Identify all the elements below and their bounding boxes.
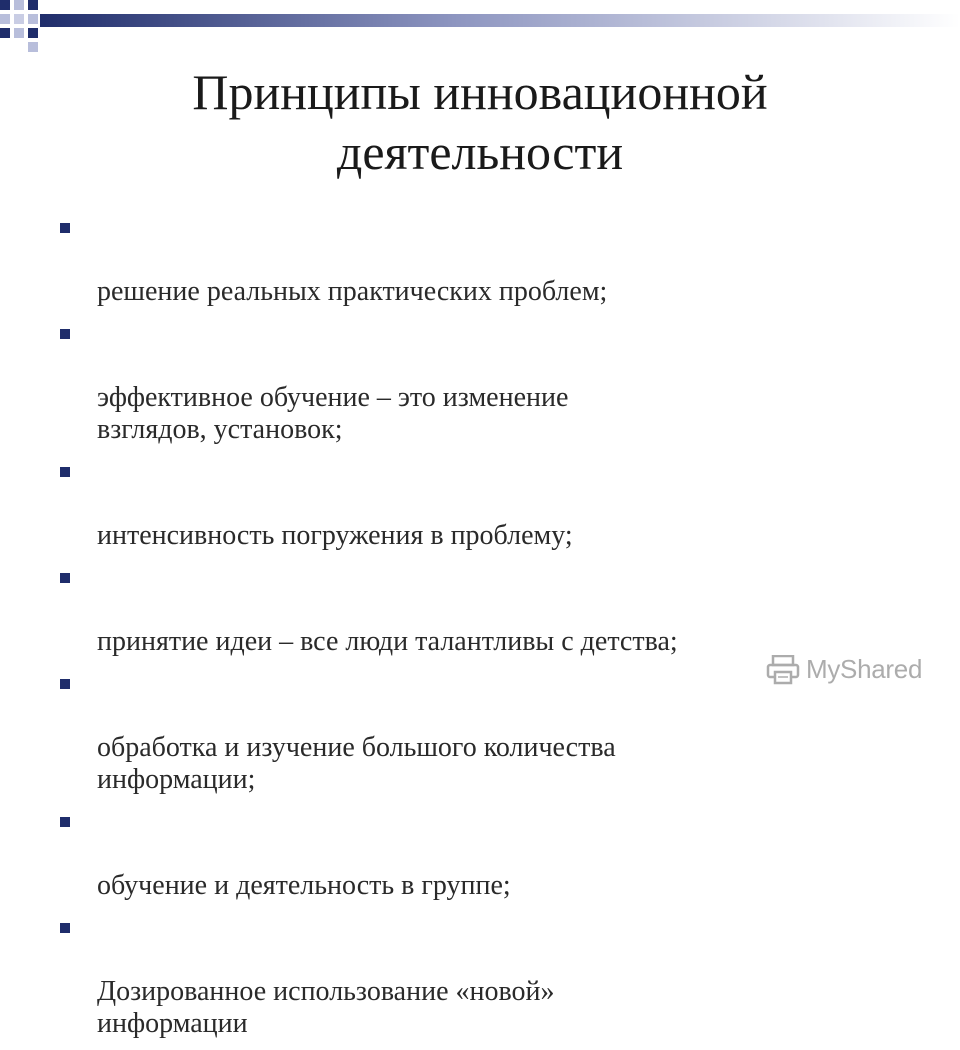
deco-square bbox=[28, 42, 38, 52]
deco-square bbox=[14, 0, 24, 10]
deco-square bbox=[0, 28, 10, 38]
title-line-2: деятельности bbox=[336, 124, 624, 180]
bullet-text: обработка и изучение большого количества информации; bbox=[97, 732, 616, 795]
bullet-item bbox=[60, 318, 930, 446]
deco-square bbox=[14, 28, 24, 38]
bullet-item bbox=[60, 212, 930, 308]
bullet-item bbox=[60, 668, 930, 796]
deco-square bbox=[28, 14, 38, 24]
bullet-list bbox=[60, 212, 930, 1050]
deco-square bbox=[14, 14, 24, 24]
bullet-text: эффективное обучение – это изменение взглядов, установок; bbox=[97, 382, 569, 445]
watermark bbox=[766, 654, 922, 685]
title-line-1: Принципы инновационной bbox=[192, 64, 768, 120]
bullet-item bbox=[60, 806, 930, 902]
gradient-bar bbox=[40, 14, 960, 27]
top-decoration bbox=[0, 0, 960, 60]
bullet-text: обучение и деятельность в группе; bbox=[97, 870, 511, 901]
bullet-text: решение реальных практических проблем; bbox=[97, 276, 608, 307]
deco-square bbox=[28, 0, 38, 10]
deco-square bbox=[0, 14, 10, 24]
square-bullet-icon bbox=[60, 573, 70, 583]
bullet-text: интенсивность погружения в проблему; bbox=[97, 520, 573, 551]
slide-title bbox=[60, 62, 900, 182]
square-bullet-icon bbox=[60, 223, 70, 233]
printer-icon bbox=[766, 655, 800, 685]
bullet-item bbox=[60, 562, 930, 658]
square-bullet-icon bbox=[60, 923, 70, 933]
bullet-item bbox=[60, 456, 930, 552]
deco-square bbox=[0, 0, 10, 10]
bullet-text: принятие идеи – все люди талантливы с детства; bbox=[97, 626, 678, 657]
watermark-text: MyShared bbox=[806, 654, 923, 684]
square-bullet-icon bbox=[60, 467, 70, 477]
square-bullet-icon bbox=[60, 329, 70, 339]
square-bullet-icon bbox=[60, 817, 70, 827]
deco-square bbox=[28, 28, 38, 38]
square-bullet-icon bbox=[60, 679, 70, 689]
bullet-item bbox=[60, 912, 930, 1040]
bullet-text: Дозированное использование «новой» информации bbox=[97, 976, 555, 1039]
